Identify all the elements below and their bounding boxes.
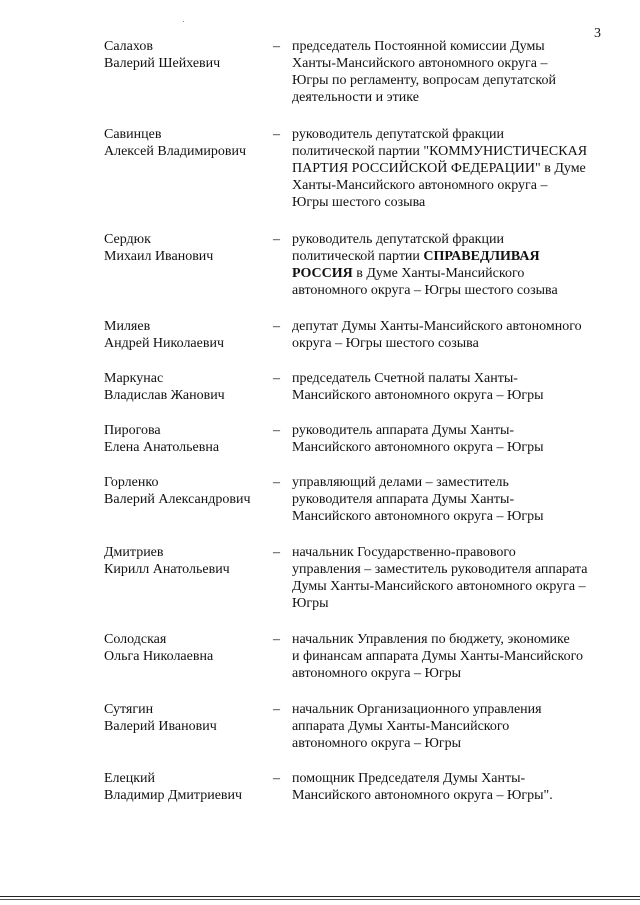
member-role [292,39,622,107]
role-line: начальник Управления по бюджету, экономике [292,632,570,647]
member-role [292,771,622,805]
member-role [292,632,622,683]
member-given-names: Михаил Иванович [104,248,214,264]
member-given-names: Валерий Шейхевич [104,55,221,71]
role-line: руководитель депутатской фракции [292,127,504,142]
role-line: начальник Организационного управления [292,702,542,717]
dash-separator: – [273,423,280,438]
member-name [104,702,264,736]
member-role [292,319,622,353]
member-name [104,545,264,579]
role-text: в Думе Ханты-Мансийского [356,265,525,281]
party-name-bold: СПРАВЕДЛИВАЯ [423,248,540,264]
role-line: Мансийского автономного округа – Югры [292,439,544,455]
member-role [292,232,622,300]
bottom-scan-edge [0,896,640,897]
role-line: политической партии "КОММУНИСТИЧЕСКАЯ [292,143,588,159]
dash-separator: – [273,702,280,717]
member-name [104,319,264,353]
role-line: ПАРТИЯ РОССИЙСКОЙ ФЕДЕРАЦИИ" в Думе [292,160,586,176]
role-line: Ханты-Мансийского автономного округа – [292,177,548,193]
member-name [104,127,264,161]
dash-separator: – [273,232,280,247]
member-name [104,232,264,266]
role-line: депутат Думы Ханты-Мансийского автономного [292,319,582,334]
member-role [292,545,622,613]
member-surname: Елецкий [104,771,156,786]
role-line: Мансийского автономного округа – Югры [292,508,544,524]
dash-separator: – [273,319,280,334]
role-line: руководитель депутатской фракции [292,232,504,247]
role-line: аппарата Думы Ханты-Мансийского [292,718,510,734]
role-line: автономного округа – Югры [292,735,461,751]
member-name [104,475,264,509]
role-line: деятельности и этике [292,89,419,105]
role-line: автономного округа – Югры [292,665,461,681]
role-line: руководителя аппарата Думы Ханты- [292,491,515,507]
party-name-bold: РОССИЯ [292,265,353,281]
role-line: Думы Ханты-Мансийского автономного округа – [292,578,586,594]
scan-speck [183,21,184,22]
member-given-names: Валерий Александрович [104,491,251,507]
role-line: председатель Счетной палаты Ханты- [292,371,518,386]
member-given-names: Андрей Николаевич [104,335,224,351]
role-line: Югры по регламенту, вопросам депутатской [292,72,556,88]
member-role [292,475,622,526]
role-line: автономного округа – Югры шестого созыва [292,282,558,298]
page-number: 3 [594,26,601,41]
role-line: начальник Государственно-правового [292,545,516,560]
member-given-names: Ольга Николаевна [104,648,214,664]
member-surname: Сердюк [104,232,151,247]
member-surname: Маркунас [104,371,164,386]
dash-separator: – [273,39,280,54]
member-role [292,702,622,753]
dash-separator: – [273,545,280,560]
member-name [104,423,264,457]
role-line: Ханты-Мансийского автономного округа – [292,55,548,71]
role-text: политической партии [292,248,420,264]
member-surname: Горленко [104,475,159,490]
role-line: округа – Югры шестого созыва [292,335,479,351]
member-given-names: Елена Анатольевна [104,439,220,455]
member-name [104,371,264,405]
member-surname: Пирогова [104,423,161,438]
member-role [292,127,622,212]
member-given-names: Владислав Жанович [104,387,225,403]
member-surname: Сутягин [104,702,154,717]
member-role [292,371,622,405]
dash-separator: – [273,475,280,490]
member-surname: Миляев [104,319,151,334]
member-surname: Солодская [104,632,167,647]
role-line: и финансам аппарата Думы Ханты-Мансийского [292,648,583,664]
dash-separator: – [273,771,280,786]
role-line: Югры [292,595,329,611]
member-given-names: Владимир Дмитриевич [104,787,243,803]
role-line: управления – заместитель руководителя аппарата [292,561,588,577]
bottom-scan-edge [0,899,640,900]
member-role [292,423,622,457]
member-name [104,771,264,805]
member-given-names: Валерий Иванович [104,718,217,734]
role-line: помощник Председателя Думы Ханты- [292,771,526,786]
role-line: руководитель аппарата Думы Ханты- [292,423,515,438]
role-line: председатель Постоянной комиссии Думы [292,39,545,54]
dash-separator: – [273,127,280,142]
role-line: Мансийского автономного округа – Югры [292,387,544,403]
member-name [104,39,264,73]
dash-separator: – [273,371,280,386]
role-line: управляющий делами – заместитель [292,475,509,490]
member-surname: Савинцев [104,127,162,142]
member-name [104,632,264,666]
role-line: Мансийского автономного округа – Югры". [292,787,553,803]
member-surname: Дмитриев [104,545,164,560]
role-line [292,249,622,266]
member-given-names: Кирилл Анатольевич [104,561,230,577]
member-surname: Салахов [104,39,153,54]
role-line [292,266,622,283]
role-line: Югры шестого созыва [292,194,426,210]
member-given-names: Алексей Владимирович [104,143,247,159]
dash-separator: – [273,632,280,647]
